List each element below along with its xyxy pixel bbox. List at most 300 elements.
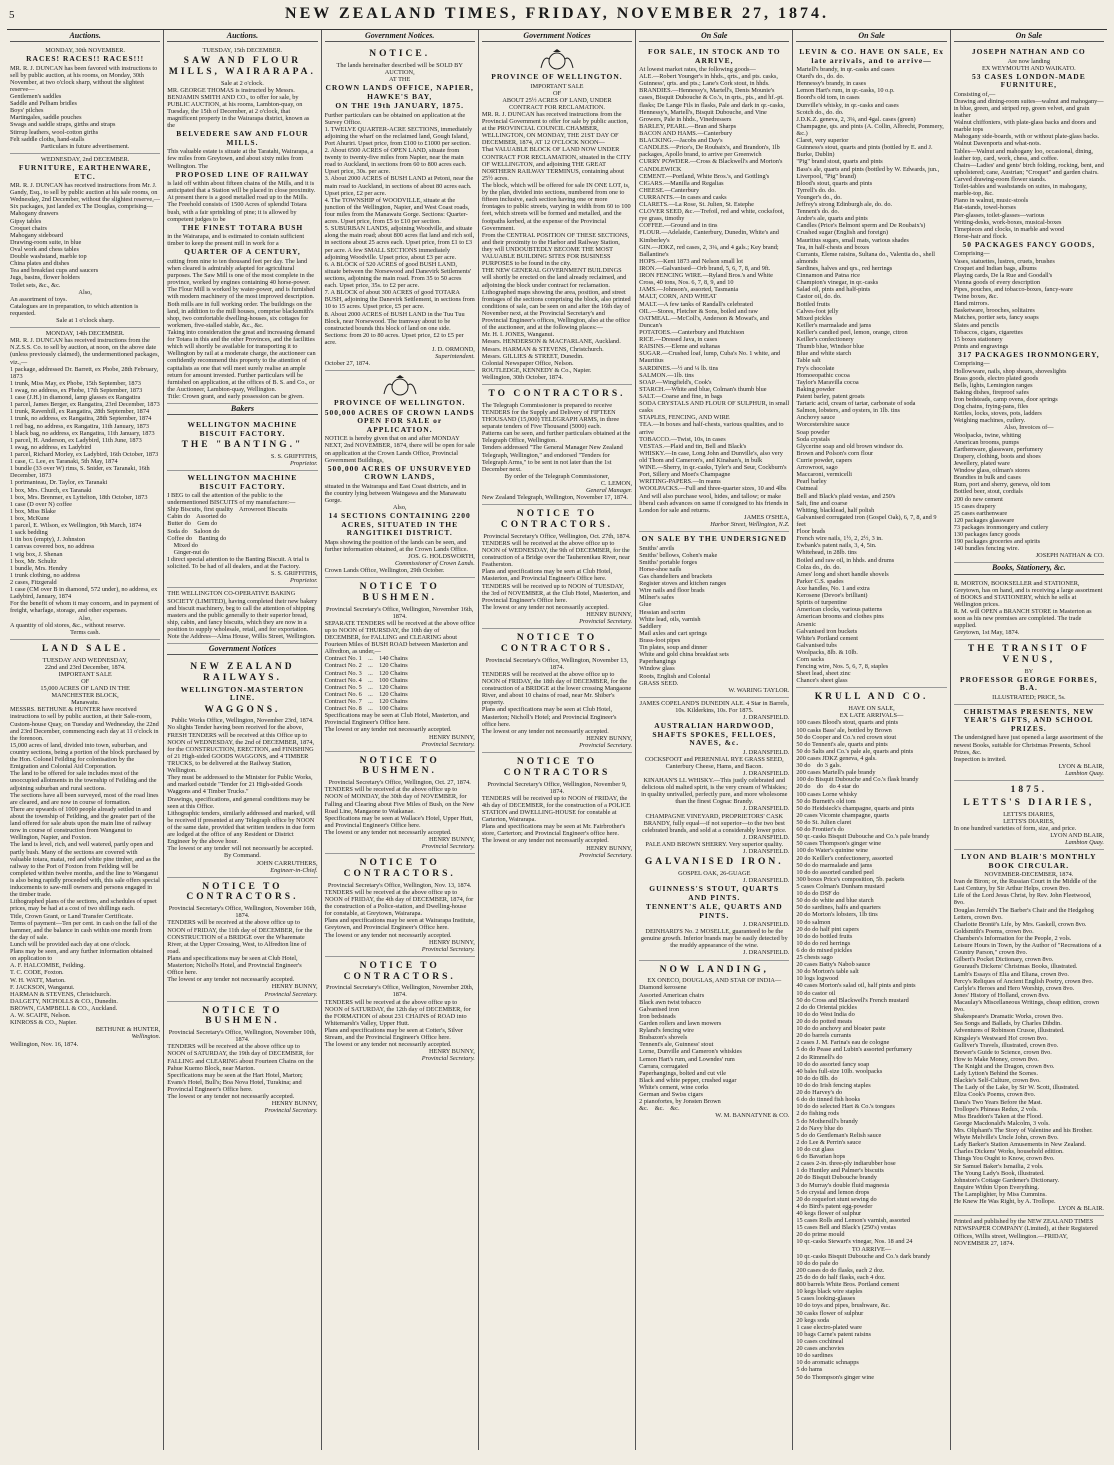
ad-heading: GUINNESS'S STOUT, QUARTS AND PINTS. (649, 884, 782, 902)
ad-text: ALE.—Robert Younger's in hhds., qrts., and pts. casks, Guinness', qrts. and pts.; Lane's Cork stout, in hhds. (639, 73, 780, 88)
ad-text: Provincial Secretary's Office, Wellington, November 16th, 1874. (168, 905, 318, 920)
ad-text: BRANDIES.—Hennessy's, Martell's, Denis Mounie's cases, Bisquit Dubouche & Co.'s, in qrts., pts., and hf.-pt. flasks; De Lange Fils in flasks, Pale and dark in qr.-casks, Hennessy's, Martell's, Bisquit Dubouche, and Vine Growers, Pale in hhds., Vinedressers (639, 87, 787, 123)
ad-text: A. F. HALCOMBE, Feilding. T. C. CODE, Foxton. W. H. WATT, Marton. F. JACKSON, Wanganui. HARMAN & STEVENS, Christchurch. DALGETY, NICHOLLS & CO., Dunedin. BROWN, CAMPBELL & CO., Auckland. A. W. SCAIFE, Nelson. KINROSS & CO., Napier. (10, 962, 118, 1027)
ad-signature: HENRY BUNNY, (429, 836, 475, 844)
ad-text: No slights Tender having been received for the above, FRESH TENDERS will be received at this Office up to NOON of WEDNESDAY, the 2nd of DECEMBER, 1874, for the CONSTRUCTION, ERECTION, and FINISHING of 21 High-sided GOODS WAGGONS, and 4 TIMBER TRUCKS, to be delivered at the Railway Station, Wellington. (167, 724, 316, 775)
ad-text: This valuable estate is situate at the Taratahi, Wairarapa, a few miles from Greytown, and about sixty miles from Wellington. The (167, 148, 315, 170)
ad-signature: JAMES O'SHEA, (744, 513, 790, 521)
ad-text: Public Works Office, Wellington, November 23rd, 1874. (171, 717, 314, 725)
ad-signature: HENRY BUNNY, (586, 734, 633, 742)
ad-heading: LAND SALE. (41, 643, 129, 654)
ad-text: Provincial Secretary. (421, 843, 475, 851)
advertisement (482, 753, 632, 862)
ad-text: Mahogany drawers Gipsy tables Croquet chairs Mahogany sideboard Drawing-room suite, in blue Oval work and chess tables Double washstand, marble top China plates and dishes Tea and breakfast cups and saucers Jugs, basins, flower holders Toilet sets, &c., &c. (10, 210, 99, 289)
ad-text: Wellington, 30th October, 1874. (481, 373, 563, 381)
ad-text: The sections have all been surveyed, most of the road lines are cleared, and are now in course of formation. (10, 791, 161, 806)
ad-signature: J. DRANSFIELD. (743, 805, 790, 813)
ad-text: Also, (78, 614, 92, 622)
ad-text: MR. GEORGE THOMAS is instructed by Messrs. BENJAMIN SMITH AND CO., to offer for sale, by PUBLIC AUCTION, at his rooms, Lambton-quay, on Tuesday, the 15th of December, at 2 o'clock, that magnificent property in the Wairarapa district, known as the (167, 86, 311, 130)
page-number: 5 (9, 9, 15, 21)
ad-text: From the CENTRAL POSITION OF THESE SECTIONS, and their proximity to the Harbor and Railway Station, they will UNDOUBTEDLY BECOME THE MOST VALUABLE BUILDING SITES FOR BUSINESS PURPOSES to be found in the city. (481, 231, 631, 268)
ad-text: 2. About 6500 ACRES of OPEN LAND, situate from twenty to twenty-five miles from Napier, near the main road to Auckland, in sections from 60 to 800 acres each. Upset price, 30s. per acre. (324, 147, 468, 176)
ad-text: PALE AND BROWN SHERRY. Very superior quality. (645, 841, 784, 848)
ad-text: New Zealand Telegraph, Wellington, November 17, 1874. (481, 494, 628, 502)
royal-crest-icon (538, 49, 576, 71)
ad-text: GOSPEL OAK, 26-GUAGE (678, 869, 751, 877)
advertisement (954, 705, 1104, 781)
ad-heading: THE TRANSIT OF VENUS, (967, 644, 1095, 666)
ad-text: 1. TWELVE QUARTER-ACRE SECTIONS, immediately adjoining the wharf on the reclaimed land, Gough Island, Port Ahuriri. Upset price, from £100 to £1000 per section. (324, 125, 474, 147)
ad-text: The lands hereinafter described will be SOLD BY AUCTION, (336, 61, 465, 76)
ad-text: MONDAY, 30th NOVEMBER. (45, 47, 126, 55)
newspaper-page (7, 5, 1107, 1455)
ad-text: Also, (392, 504, 407, 512)
ad-text: KINAHAN'S LL WHISKY.—This justly celebrated and delicious old malted spirit, is the very cream of Whiskies; in quality unrivalled, perfectly pure, and more wholesome than the finest Cognac Brandy. (641, 777, 790, 806)
column-7 (951, 30, 1107, 1450)
ad-text: The land to be offered for sale includes most of the unoccupied allotments in the township of Feilding and the adjoining suburban and rural sections. (10, 770, 159, 792)
ad-text: Lithographic tenders, similarly addressed and marked, will be received if presented at any Telegraph office by NOON of the same date, provided that written tenders in due form are lodged at the office of any Resident or District Engineer by the above hour. (167, 809, 318, 846)
ad-text: Plans and specifications may be seen at Cotter's, Silver Stream, and the Provincial Engineer's Office here. (324, 1026, 465, 1042)
ad-text: R. MORTON, BOOKSELLER and STATIONER, Greytown, has on hand, and is receiving a large assortment of BOOKS and STATIONERY, which he sells at Wellington prices. (953, 579, 1104, 608)
advertisement (796, 45, 946, 688)
ad-heading: CROWN LANDS OFFICE, NAPIER, HAWKE'S BAY, (325, 83, 477, 101)
ad-text: I BEG to call the attention of the public to the undermentioned BISCUITS of my manufacture:— (167, 491, 296, 507)
ad-heading: PROVINCE OF WELLINGTON. (333, 398, 466, 408)
column-5 (636, 30, 793, 1450)
ad-heading: FOR SALE, IN STOCK AND TO ARRIVE, (648, 47, 783, 65)
column-heading: Auctions. (167, 31, 317, 42)
ad-text: TUESDAY, 15th DECEMBER. (202, 47, 283, 55)
ad-text: cutting from nine to ten thousand feet per day. The land when cleared is admirably adapted for agricultural purposes. The Saw Mill is one of the most complete in the province, worked by engines containing 40 horse-power. The Flour Mill is worked by water-power, and is furnished with modern machinery of the most improved description. Both mills are in full working order. The buildings on the land, in addition to the mill houses, comprise blacksmith's shop, two comfortable dwelling-houses, six cottages for workmen, five-stalled stable, &c., &c. (167, 257, 317, 329)
ad-text: By Command. (224, 852, 261, 860)
ad-heading: NEW ZEALAND RAILWAYS. (190, 662, 300, 683)
ad-text: Lunch will be provided each day at one o'clock. (10, 940, 131, 948)
ad-text: BARLEY, PEARL.—Bran and Sharps BACON AND HAMS.—Canterbury BLACKING.—Jacobs and Day's CANDLES.—Price's, De Roubaix's, and Brandon's, 1lb packages, Apollo brand, to arrive per Greenwich CURRY POWDER.—Cross & Blackwell's and Morton's CANDLEWICK CEMENT.—Portland, White Bros.'s, and Gottling's CIGARS.—Manilla and Regalias CHEESE.—Canterbury CURRANTS.—In cases and casks CLARETS.—La Rose, St. Julien, St. Estephe CLOVER SEED, &c.—Trefoil, red and white, cocksfoot, rye grass, timothy COFFEE.—Ground and in tins FLOUR.—Adelaide, Canterbury, Dunedin, White's and Kimberley's GIN.—JDKZ, red cases, 2, 3¼, and 4 gals.; Key brand; Ballantine's HOPS.—Kent 1873 and Nelson small lot IRON.—Galvanised—Orb brand, 5, 6, 7, 8, and 9ft. IRON FENCING WIRE.—Ryland Bros.'s and White Cross, 40 tons, Nos. 6, 7, 8, 9, and 10 JAMS.—Johnson's, assorted, Tasmania MALT, CORN, AND WHEAT MALT.—A few tanks of Randall's celebrated OIL.—Stores, Fletcher & Sons, boiled and raw OATMEAL.—McColl's, Anderson & Mowat's, and Duncan's POTATOES.—Canterbury and Hutchison RICE.—Dressed Java, in cases RAISINS.—Eleme and sultanas SUGAR.—Crushed loaf, lump, Cuba's No. 1 white, and Mauritius SARDINES.—½ and ¼ lb. tins SALMON.—1lb. tins SOAP.—Wingfield's, Cook's STARCH.—White and blue, Colman's thumb blue SALT.—Coarse and fine, in bags SODA CRYSTALS AND FLOUR OF SULPHUR, in small casks STAPLES, FENCING, AND WIRE TEA.—In boxes and half-chests, various qualities, and to arrive TOBACCO.—Twist, 10s, in cases VESTAS.—Plaid and tin, Bell and Black's WHISKY.—In case, Long John and Dunville's, also very old Thom and Cameron's, and Kinahan's, in bulk WINE.—Sherry, in qr.-casks, Tyler's and Seur, Cockburn's Port, Sillery and Moet's Champagne WRITING-PAPERS.—In reams WOOLPACKS.—Full and three-quarter sizes, 10 and 4lbs (639, 122, 790, 493)
ad-text: Provincial Secretary. (264, 1107, 318, 1115)
ad-text: The lowest or any tender not necessarily accepted. (481, 837, 609, 845)
ad-text: Plans and specifications may be seen at Club Hotel, Masterton; Nicholl's Hotel; and Provincial Engineer's office here. (481, 706, 619, 728)
ad-text: I direct special attention to the Banting Biscuit. A trial is solicited. To be had of all dealers, and at the Factory. (167, 555, 311, 571)
ad-text: Also, (78, 288, 92, 296)
ad-heading: NOTICE. (369, 49, 431, 60)
ad-text: Specifications may be seen at Wallace's Hotel, Upper Hutt, and Provincial Engineer's Office here. (324, 814, 475, 829)
ad-text: Are now landing (1007, 57, 1050, 65)
ad-text: Particulars in future advertisement. (40, 142, 130, 150)
ad-text: HAVE ON SALE, (848, 705, 895, 713)
ad-text: TENDERS will be received at the above office up to NOON of MONDAY, the 30th day of NOVEMBER, for Falling and Clearing about Five Miles of Bush, on the New Road Line, Mangaone to Waikanae. (324, 786, 476, 815)
advertisement (482, 385, 632, 505)
advertisement (482, 505, 632, 629)
ad-text: EX WEYMOUTH AND WAIKATO. (981, 64, 1076, 72)
advertisement (325, 854, 475, 957)
ad-text: Title, Crown Grant, or Land Transfer Certificate. (10, 912, 134, 920)
ad-signature: W. M. BANNATYNE & CO. (715, 1112, 790, 1120)
advertisement (639, 532, 789, 698)
ad-text: TENDERS will be received up to NOON of TUESDAY, the 3rd of NOVEMBER, at the Club Hotel, Masterton, and Provincial Engineer's Office here. (481, 582, 633, 604)
ad-text: EX LATE ARRIVALS— (839, 712, 904, 720)
ad-text: An assortment of toys. (10, 295, 68, 303)
columns (7, 30, 1107, 1450)
ad-text: MR. R. J. DUNCAN has received instructions from the N.Z.S.S. Co. to sell by auction, at noon, on the above date (unless previously claimed), the undermentioned packages, viz.,— (10, 337, 161, 366)
advertisement (639, 45, 789, 532)
column-heading: Auctions. (10, 31, 160, 42)
ad-text: 15,000 ACRES OF LAND IN THE (40, 685, 130, 693)
ad-text: 5. SUBURBAN LANDS, adjoining Woodville, and situate along the main road; about 800 acres flat land and rich soil, in sections about 25 acres each. Upset price, from £1 to £3 per acre. A few SMALL SECTIONS immediately adjoining Woodville. Upset price, about £3 per acre. (324, 225, 476, 261)
ad-text: Plans may be seen, and any further information obtained on application to (10, 948, 155, 963)
ad-text: Martell's brandy, in qr.-casks and cases Otard's do., do. do. Hennessy's brandy, in cases Lemon Hart's rum, in qr.-casks, 10 o.p. Boord's old tom, in cases Dunville's whisky, in qr.-casks and cases Scotch do., do. do. J.D.K.Z. geneva, 2, 3¼, and 4gal. cases (green) Champagne, qts. and pints (A. Collin, Albrecht, Pommery, &c.) Claret, very superior Guinness's stout, quarts and pints (bottled by E. and J. Burke, Dublin) "Pig" brand stout, quarts and pints Bass's ale, quarts and pints (bottled by W. Edwards, jun., Liverpool, "Pig" brand) Blood's stout, quarts and pints Tyrrell's do. do. Younger's do., do. Jeffrey's strong Edinburgh ale, do. do. Tennent's do. do. Andre's ale, quarts and pints Candles (Price's Belmont sperm and De Roubaix's) Crushed sugar (English and foreign) Mauritius sugars, small mats, various shades Tea, in half-chests and boxes Currants, Eleme raisins, Sultana do., Valentia do., shell almonds Sardines, halves and qrs., red herrings Cinnamon and Patna rice Champion's vinegar, in qr.-casks Salad oil, pints and half-pints Castor oil, do. do. Bottled fruits Calves-foot jelly Mixed pickles Keiller's marmalade and jams Keiller's candied peel, lemon, orange, citron Keiller's confectionery Thumb blue, Windsor blue Blue and white starch Table salt Fry's chocolate Homoeopathic cocoa Taylor's Maravilla cocoa Baking powder Patent barley, patent groats Tartaric acid, cream of tartar, carbonate of soda Salmon, lobsters, and oysters, in 1lb. tins Anchovy sauce Worcestershire sauce Soap powder Soda crystals Glycerine soap and old brown windsor do. Brown and Polson's corn flour Currie powder, capers Arrowroot, sago Maccaroni, vermicelli Pearl barley Oatmeal Bell and Black's plaid vestas, and 250's Salt, fine and coarse Whiting, blacklead, half polish Galvanised corrugated iron (Gospel Oak), 6, 7, 8, and 9 feet Floor brads French wire nails, 1½, 2, 2½, 3 in. Ewbank's patent nails, 3, 4, 5in. Whitehead, in 28lb. tins Boiled and raw oil, in hhds. and drums Colza do., do. do. Ames' long and short handle shovels Parker C.S. spades Axe handles, No. 1 and extra Kerosene (Devoe's brilliant) Spirits of turpentine American clocks, various patterns American brooms and clothes pins Arsenic Galvanised iron buckets White's Portland cement Galvanised tubs Woolpacks, 8lb. & 10lb. Corn sacks Fencing wire, Nos. 5, 6, 7, 8, staples Sheet lead, sheet zinc Chance's sheet glass (796, 65, 944, 685)
ad-signature: C. LEMON, (600, 480, 633, 488)
ad-heading: AUSTRALIAN HARDWOOD, SHAFTS SPOKES, FELLOES, NAVES, &c. (652, 721, 780, 748)
ad-text: Manawatu. (71, 699, 100, 707)
ad-signature: HENRY BUNNY, (429, 733, 475, 741)
ad-text: Wellington, Nov. 16, 1874. (10, 1040, 79, 1048)
ad-heading: NOTICE TO CONTRACTORS. (186, 881, 299, 903)
ad-text: MANCHESTER BLOCK, (51, 692, 119, 700)
ad-text: DEINHARD'S No. 2 MOSELLE, guaranteed to be the genuine growth. Inferior brands may be easily detected by the muddy appearance of the wine. (640, 928, 790, 950)
ad-text: The lowest or any tender not necessarily accepted. (324, 1041, 452, 1049)
advertisement (954, 850, 1104, 1216)
ad-text: Provincial Secretary. (579, 618, 633, 626)
ad-text: 8. About 2000 ACRES of BUSH LAND in the Tuu Tuu Block, near Norsewood. The tramway about to be constructed bounds this block of land on one side. Sections: from 20 to 80 acres. Upset price, £2 to £5 per acre. (324, 310, 467, 346)
column-heading: Government Notices (482, 31, 632, 42)
ad-signature: S. S. GRIFFITHS, (270, 452, 318, 460)
ad-signature: HENRY BUNNY, (586, 844, 633, 852)
ad-text: TENDERS will be received up to NOON of FRIDAY, the 4th day of DECEMBER, for the construction of a POLICE STATION and DWELLING-HOUSE for constable at Carterton, Wairarapa. (481, 794, 633, 824)
ad-text: They must be addressed to the Minister for Public Works, and marked outside "Tender for 21 High-sided Goods Waggons and 4 Timber Trucks." (167, 774, 315, 796)
ad-signature: J. DRANSFIELD. (743, 748, 790, 756)
ad-text: Hollowware, nails, shop shears, shoveslights Brass goods, electro plated goods Bells, lights, Lemington ranges Baking dishes, fireproof safes Iron bedsteads, camp ovens, door springs Dog chains, frying-pans, files Kettles, locks, stoves, pots, ladders Weighing machines, cutlery. (953, 367, 1067, 425)
ad-text: Lambton Quay. (1065, 769, 1104, 777)
ad-text: IMPORTANT SALE (58, 670, 112, 678)
ad-signature: J. DRANSFIELD. (743, 833, 790, 841)
ad-text: Superintendent. (435, 353, 475, 361)
ad-heading: WAGGONS. (204, 704, 281, 715)
ad-heading: WELLINGTON MACHINE BISCUIT FACTORY. (187, 473, 301, 491)
ad-text: Comprising— (953, 250, 990, 258)
ad-heading: PROVINCE OF WELLINGTON. (491, 72, 623, 82)
ad-heading: SAW AND FLOUR MILLS, WAIRARAPA. (168, 56, 316, 77)
ad-heading: 50 PACKAGES FANCY GOODS, (962, 239, 1096, 249)
ad-text: NOVEMBER-DECEMBER, 1874. (984, 871, 1074, 879)
ad-text: Specifications may be seen at Club Hotel, Masterton, and Provincial Engineer's Office here. (324, 712, 471, 727)
ad-text: CONTRACT FOR RECLAMATION. (509, 103, 605, 111)
ad-signature: J. DRANSFIELD. (743, 848, 790, 856)
ad-text: JAMES COPELAND'S DUNEDIN ALE. 4 Star in Barrels, 10s. Kilderkins, 10s. For 1875. (639, 699, 791, 714)
ad-text: Woolpacks, twine, whiting American brooms, pumps Earthenware, glassware, perfumery Drapery, clothing, boots and shoes Jewellery, plated ware Window glass, oilman's stores Brandies in bulk and cases Rum, port and sherry, geneva, old tom Bottled beer, stout, cordials 200 do new cement 15 cases drapery 25 cases earthenware 120 packages glassware 73 packages ironmongery and cutlery 130 packages fancy goods 190 packages groceries and spirits 140 bundles fencing wire. (953, 431, 1051, 553)
ad-text: Provincial Secretary's Office, Wellington, Oct. 27th, 1874. (483, 532, 631, 540)
ad-heading: LETTS'S DIARIES, (963, 797, 1095, 808)
advertisement (167, 878, 317, 1002)
advertisement (954, 45, 1104, 563)
ad-text: Terms cash. (70, 628, 101, 636)
ad-text: That VALUABLE BLOCK OF LAND NOW UNDER CONTRACT FOR RECLAMATION, situated in the CITY OF WELLINGTON, and adjoining THE GREAT NORTHERN RAILWAY TERMINUS, containing about 25½ acres. (481, 146, 633, 182)
ad-text: Title: Crown grant, and early possession can be given. (167, 393, 304, 400)
ad-text: OF (81, 677, 90, 685)
advertisement (167, 45, 317, 404)
ad-text: The lowest or any tender not necessarily accepted. (324, 828, 452, 836)
ad-text: 10 qr.-casks Bisquit Dubouche and Co.'s dark brandy 10 do do pale do 200 cases do do flasks, each 2 doz. 25 do do do half flasks, each 4 doz. 800 barrels White Bros. Portland cement 10 kegs black wire staples 5 cases looking-glasses 10 do toys and pipes, brushware, &c. 30 casks flower of sulphur 20 kegs soda 1 case electro-plated ware 10 bags Carne's patent raisins 10 cases cochineal 20 cases anchovies 10 do sardines 10 do aromatic schnapps 5 do hams 50 do Thompson's ginger wine (796, 1252, 931, 1381)
ad-text: Lithographed maps showing the area, position, and street frontages of the sections comprising the block, also printed conditions of sale, can be seen on and after the 16th day of November next, at the Provincial Secretary's and Provincial Engineer's offices, Wellington, also at the office of the auctioneer, and at the following places:— (481, 288, 633, 332)
ad-text: WEDNESDAY, 2nd DECEMBER. (40, 155, 130, 163)
ad-text: Harbor Street, Wellington, N.Z. (710, 520, 790, 528)
ad-text: situated in the Wairarapa and East Coast districts, and in the country lying between Waingawa and the Manawatu Gorge. (324, 482, 468, 504)
advertisement (954, 1216, 1104, 1249)
ad-text: Ship Biscuits, first quality Arrowroot Biscuits Cabin do Assorted do Butter do Gem do Soda do Saloon do Coffee do Banting do Mixed do Ginger-nut do (167, 506, 288, 556)
ad-text: Printed and published by the NEW ZEALAND TIMES NEWSPAPER COMPANY (Limited), at their Registered Offices, Willis street, Wellington.—FRIDAY, NOVEMBER 27, 1874. (953, 1218, 1100, 1247)
ad-text: Provincial Secretary's Office, Wellington, Oct. 27, 1874. (328, 779, 471, 787)
ad-text: Wellington. (131, 1033, 161, 1041)
ad-text: TENDERS will be received at the above office up to NOON of SATURDAY, the 12th day of DECEMBER, for the FORMATION of about 231 CHAINS of ROAD into Whitemarsh's Valley, Upper Hutt. (324, 998, 473, 1027)
advertisement (10, 154, 160, 328)
ad-text: Sale at 1 o'clock sharp. (56, 317, 115, 325)
advertisement (639, 698, 789, 961)
column-heading: Government Notices. (325, 31, 475, 42)
ad-text: THE WELLINGTON CO-OPERATIVE BAKING SOCIETY (LIMITED), having completed their new bakery and biscuit machinery, beg to call the attention of shipping masters and the public generally to their superior bread, ship, cabin, and fancy biscuits, which they are now in a position to supply wholesale, retail, and for exportation. (167, 590, 319, 633)
ad-heading: NOW LANDING, (659, 964, 769, 975)
advertisement (167, 658, 317, 878)
column-6 (793, 30, 950, 1450)
ad-signature: BETHUNE & HUNTER, (95, 1026, 161, 1034)
ad-text: NOTICE is hereby given that on and after MONDAY NEXT, 2nd NOVEMBER, 1874, there will be open for sale on application at the Crown Lands Office, Provincial Government Buildings, (324, 435, 477, 464)
ad-text: The lowest or any tender not necessarily accepted. (324, 931, 452, 939)
ad-text: Inspection is invited. (953, 755, 1007, 763)
ad-text: Mr. H. I. JONES, Wanganui. Messrs. HENDERSON & MACFARLANE, Auckland. Messrs. HARMAN & STEVENS, Christchurch. Messrs. GILLIES & STREET, Dunedin. Colonial Newspaper Office, Nelson. ROUTLEDGE, KENNEDY & Co., Napier. (481, 331, 621, 374)
ad-text: 7. A BLOCK of about 300 ACRES of good TOTARA BUSH, adjoining the Danevirk Settlement, in sections from 10 to 15 acres. Upset price, £5 per acre. (324, 289, 477, 311)
ad-signature: LYON AND BLAIR, (1050, 831, 1104, 839)
ad-text: By order of the Telegraph Commissioner, (504, 472, 610, 480)
advertisement (324, 371, 478, 578)
ad-text: 22nd and 23rd December, 1874. (44, 663, 126, 671)
ad-text: CHAMPAGNE VINEYARD, PROPRIETORS' CASK BRANDY, fully equal—if not superior—to the two best celebrated brands, and sold at a considerably lower price. (642, 812, 787, 834)
advertisement (482, 629, 632, 753)
ad-text: Lithographed plans of the sections, and schedules of upset prices, may be had at a cost of two shillings each. (10, 898, 159, 913)
advertisement (325, 45, 475, 371)
ad-text: Six packages, just landed ex The Douglas, comprising— (10, 203, 153, 211)
ad-heading: WELLINGTON MACHINE BISCUIT FACTORY. (187, 420, 301, 438)
ad-signature: HENRY BUNNY, (271, 1100, 318, 1108)
ad-signature: JOSEPH NATHAN & CO. (1035, 552, 1104, 560)
ad-text: 100 cases Blood's stout, quarts and pints 100 casks Bass' ale, bottled by Brown 50 do Cooper and Co.'s red crown stout 50 do Tennent's ale, quarts and pints 50 do Salts and Co.'s pale ale, quarts and pints 200 cases JDKZ geneva, 4 gals. 30 do do 3 gals. 200 cases Martell's pale brandy 100 do Bisquit Dubouche and Co.'s flask brandy 20 do do do 4 star do 100 cases Lorne whisky 50 do Burnett's old tom 50 do Heidsieck's champagne, quarts and pints 20 cases Vicomte champagne, quarts 50 do St. Julien claret 60 do Frontier's do 50 qr.-casks Bisquit Dubouche and Co.'s pale brandy 50 cases Thompson's ginger wine 100 do Water's quinine wine 20 do Keiller's confectionery, assorted 50 do do marmalade and jams 10 do do assorted candied peel 300 boxes Price's composition, 5b. packets 5 cases Colman's Dunham mustard 10 do do DSF do 50 do do white and blue starch 50 do sardines, halfs and quarters 20 do Morton's lobsters, 1lb tins 10 do salmon 20 do do half pint capers 10 do do bottled fruits 10 do do red herrings 6 do do mixed pickles 25 chests sago 20 cases Batty's Nabob sauce 30 do Morton's table salt 10 logs logwood 40 cases Morton's salad oil, half pints and pints 10 do castor oil 50 do Cross and Blackwell's French mustard 2 do do Oriental pickles 10 do do West India do 20 do do potted meats 10 do do anchovy and bloater paste 20 do barrels currants 2 cases J. M. Farina's eau de cologne 5 do do Pease and Lubin's assorted perfumery 2 do Rimmell's do 10 do do assorted fancy soap 40 bales full-size 10lb. woolpacks 10 do do 8lb. do 10 do do Irish fencing staples 20 do Harvey's do 6 do do tinned fish hooks 10 do do selected Hart & Co.'s tongues 2 do fishing rods 5 do Mothersill's brandy 2 do Navy blue do 5 do do Gentleman's Relish sauce 2 do Lee & Perrin's sauce 10 do cut glass 6 do Bavarian hops 2 cases 2-in. three-ply indiarubber hose 1 do Huntley and Palmer's biscuits 20 do Bisquit Dubouche brandy 3 do Murray's double fluid magnesia 5 do crystal and lemon drops 20 do roquefort stunt sewing do 4 do Bird's patent egg-powder 40 kegs flower of sulphur 15 cases Rolls and Lemon's varnish, assorted 15 cases Bell and Black's (250's) vestas 20 do prime mould 10 qr.-casks Stewart's vinegar, Nos. 18 and 24 (796, 719, 930, 1246)
ad-text: The Telegraph Commissioner is prepared to receive TENDERS for the Supply and Delivery of FIFTEEN THOUSAND (15,000) TELEGRAPH ARMS, in three separate tenders of Five Thousand (5000) each. (481, 401, 621, 431)
ad-heading: WELLINGTON-MASTERTON LINE. (180, 684, 307, 703)
ad-signature: HENRY BUNNY, (586, 611, 633, 619)
ad-text: ILLUSTRATED; PRICE, 5s. (992, 693, 1066, 701)
ad-text: MESSRS. BETHUNE & HUNTER have received instructions to sell by public auction, at their Sale-room, Custom-house Quay, on Tuesday and Wednesday, the 22nd and 23rd December, commencing each day at 11 o'clock in the forenoon. (10, 706, 161, 742)
ad-text: Provincial Secretary's Office, Wellington, Nov. 13, 1874. (327, 881, 472, 889)
ad-text: Gentlemen's saddles Saddle and Pelham bridles Boys' pilches Martingales, saddle pouches Swags and saddle straps, girths and straps Stirrup leathers, wool-cotton girths Felt saddle cloths, hand-stalls (10, 93, 116, 143)
ad-heading: THE FINEST TOTARA BUSH (181, 222, 304, 232)
ad-heading: JOSEPH NATHAN AND CO (971, 47, 1086, 57)
ad-text: The lowest or any tender will not necessarily be accepted. (167, 845, 314, 853)
ad-signature: J. DRANSFIELD. (743, 877, 790, 885)
advertisement (954, 640, 1104, 705)
ad-text: 3. About 2000 ACRES of BUSH LAND at Petoni, near the main road to Auckland, in sections of about 80 acres each. Upset price, £2 per acre. (324, 175, 475, 197)
masthead (7, 5, 1107, 30)
ad-heading: ON THE 19th JANUARY, 1875. (335, 101, 465, 111)
section-heading: Books, Stationery, &c. (954, 563, 1104, 574)
ad-signature: S. S. GRIFFITHS, (270, 570, 318, 578)
column-heading: On Sale (639, 31, 789, 42)
ad-heading: NOTICE TO BUSHMEN. (359, 582, 446, 603)
column-1 (7, 30, 164, 1450)
ad-text: EX ONECO, DOUGLAS, AND STAR OF INDIA— (647, 977, 782, 985)
ad-signature: J. DRANSFIELD. (743, 949, 790, 957)
advertisement (639, 961, 789, 1123)
ad-signature: J. D. ORMOND, (431, 346, 475, 354)
ad-heading: TO CONTRACTORS. (488, 389, 626, 400)
advertisement (167, 418, 317, 471)
ad-text: Smiths' anvils Smiths' bellows, Cohen's make Smiths' portable forges Horse-shoe nails Gas chandeliers and brackets Register stoves and kitchen ranges Wire nails and floor brads Milner's safes Glue Hessian and scrim White lead, oils, varnish Saddlery Mail axles and cart springs Brass-foot pipes Tin plates, soup and dinner White and gold china breakfast sets Paperhangings Window glass Roots, English and Colonial GRASS SEED. (639, 544, 729, 687)
ad-text: Provincial Secretary. (579, 742, 633, 750)
ad-text: Note the Address—Alma House, Willis Street, Wellington. (167, 633, 316, 641)
ad-heading: NOTICE TO BUSHMEN. (359, 755, 446, 777)
ad-text: ABOUT 25½ ACRES OF LAND, UNDER (502, 96, 612, 104)
ad-text: 15,000 acres of land, divided into town, suburban, and country sections, being a portion of the block purchased by the Hon. Colonel Feilding for colonisation by the Emigration and Colonial Aid Corporation. (10, 741, 161, 771)
ad-signature: JOHN CARRUTHERS, (256, 859, 318, 867)
ad-text: The undersigned have just opened a large assortment of the newest Books, suitable for Christmas Presents, School Prizes, &c. (953, 734, 1105, 756)
ad-signature: J. DRANSFIELD. (743, 921, 790, 929)
ad-text: The land is level, rich, and well watered, partly open and partly bush. Many of the sections are covered with valuable totara, matai, red and white pine timber, and as the railway to the Port of Foxton from Feilding will be completed within twelve months, and the line to Wanganui is also being rapidly proceeded with, this sale offers special inducements to saw-mill owners and persons engaged in the timber trade. (10, 841, 162, 899)
ad-text: Ivan de Biron; or, the Russian Court in the Middle of the Last Century, by Sir Arthur Helps, crown 8vo. Life of the Lord Jesus Christ, by Rev. John Fleetwood, 8vo. Douglas Jerrold's The Barber's Chair and the Hedgehog Letters, crown 8vo. Charlotte Brontë's Life, by Mrs. Gaskell, crown 8vo. Goldsmith's Poems, crown 8vo. Chambers's Information for the People, 2 vols. Leisure Hours in Town, by the Author of "Recreations of a Country Parson," crown 8vo. Gilbert's Pocket Dictionary, crown 8vo. Gouraud's Dickens' Christmas Books, illustrated. Lamb's Essays of Elia and Eliana, crown 8vo. Percy's Reliques of Ancient English Poetry, crown 8vo. Carlyle's Heroes and Hero Worship, crown 8vo. Jones' History of Holland, crown 8vo. Macaulay's Miscellaneous Writings, cheap edition, crown 8vo. Shakespeare's Dramatic Works, crown 8vo. Sea Songs and Ballads, by Charles Dibdin. Adventures of Robinson Crusoe, illustrated. Kingsley's Westward Ho! crown 8vo. Gulliver's Travels, illustrated, crown 8vo. Brewer's Guide to Science, crown 8vo. How to Make Money, crown 8vo. The Knight and the Dragon, crown 8vo. Lady Lytton's Behind the Scenes. Blackie's Self-Culture, crown 8vo. The Lady of the Lake, by Sir W. Scott, illustrated. Eliza Cook's Poems, crown 8vo. Dana's Two Years Before the Mast. Trollope's Phineas Redux, 2 vols. Miss Braddon's Taken at the Flood. George Macdonald's Malcolm, 3 vols. Mrs. Oliphant's The Story of Valentine and his Brother. Whyte Melville's Uncle John, crown 8vo. Lady Barker's Station Amusements in New Zealand. Charles Dickens' Works, household edition. Things You Ought to Know, crown 8vo. Sir Samuel Baker's Ismailia, 2 vols. The Young Lady's Book, illustrated. Johnston's Cottage Gardener's Dictionary. Enquire Within Upon Everything. The Lamplighter, by Miss Cummins. He Knew He Was Right, by A. Trollope. (953, 878, 1102, 1206)
ad-text: 4. The TOWNSHIP of WOODVILLE, situate at the junction of the Wellington, Napier, and West Coast roads, four miles from the Manawatu Gorge. Sections: Quarter-acres. Upset price, from £5 to £10 per section. (324, 196, 472, 226)
ad-text: Plans and specifications may be seen at Club Hotel, Masterton; Nicholl's Hotel, and Provincial Engineer's Office here. (167, 954, 304, 977)
ad-text: Lambton Quay. (1065, 838, 1104, 846)
advertisement (482, 45, 632, 385)
ad-text: MR. R. J. DUNCAN has received instructions from the Provincial Government to offer for sale by public auction, at the PROVINCIAL COUNCIL CHAMBER, WELLINGTON, ON MONDAY, THE 21ST DAY OF DECEMBER, 1874, AT 12 O'CLOCK NOON— (481, 110, 630, 147)
ad-text: The lowest or any tender not necessarily accepted. (167, 976, 295, 984)
ad-heading: NOTICE TO CONTRACTORS. (500, 509, 614, 531)
ad-text: In one hundred varieties of form, size, and price. (953, 824, 1077, 832)
ad-text: Provincial Secretary. (579, 851, 633, 859)
ad-heading: NOTICE TO BUSHMEN. (202, 1005, 288, 1027)
advertisement (325, 578, 475, 752)
ad-heading: 317 PACKAGES IRONMONGERY, (958, 349, 1100, 359)
ad-text: SEPARATE TENDERS will be received at the above office up to NOON of THURSDAY, the 10th day of DECEMBER, for FALLING and CLEARING about Fourteen Miles of BUSH ROAD between Masterton and Alfredton, as under,— (324, 619, 477, 656)
ad-heading: NOTICE TO CONTRACTORS. (343, 858, 456, 880)
ad-heading: 500,000 ACRES OF UNSURVEYED CROWN LANDS, (327, 463, 475, 482)
ad-text: Provincial Secretary's Office, Wellington, November 9, 1874. (487, 780, 629, 795)
ad-text: Provincial Secretary's Office, Wellington, November 16th, 1874. (326, 605, 475, 620)
ad-text: AT THE (389, 75, 411, 83)
ad-heading: NOTICE TO CONTRACTORS. (343, 960, 456, 982)
advertisement (10, 640, 160, 1051)
ad-text: October 27, 1874. (324, 360, 371, 368)
ad-text: Engineer-in-Chief. (270, 866, 318, 874)
ad-text: The lowest or any tender not necessarily accepted. (167, 1093, 295, 1101)
ad-text: Provincial Secretary. (421, 945, 475, 953)
ad-text: There are upwards of 1000 people already settled in and about the township of Feilding, and the greater part of the land offered for sale abuts upon the main line of railway now in course of construction from Wanganui to Wellington, Napier, and Foxton. (10, 805, 157, 842)
column-heading: On Sale (954, 31, 1104, 42)
ad-heading: NOTICE TO CONTRACTORS. (500, 633, 614, 654)
ad-text: 1 package, addressed Dr. Barrett, ex Phobe, 28th February, 1873 1 trunk, Miss May, ex Phobe, 15th September, 1873 1 swag, no address, ex Phobe, 17th September, 1873 1 case (J.H.) in diamond, lamp glasses ex Rangatira 1 parcel, James Berger, ex Rangatira, 23rd December, 1873 1 trunk, Ravenhill, ex Rangatira, 28th September, 1874 1 trunk, no address, ex Rangatira, 28th September, 1874 1 red bag, no address, ex Rangatira, 11th January, 1873 1 black bag, no address, ex Rangatira, 11th January, 1873 1 parcel, H. Anderson, ex Ladybird, 11th June, 1873 1 swag, no address, ex Ladybird 1 parcel, Richard Morley, ex Ladybird, 16th October, 1873 1 case, C. Lee, ex Taranaki, 5th May, 1874 1 bundle (33 over W) rims, S. Snider, ex Taranaki, 16th December, 1873 1 portmanteau, Dr. Taylor, ex Taranaki 1 box, Mrs. Church, ex Taranaki 1 box, Mrs. Brenmer, ex Lyttelton, 18th October, 1873 1 case (D over N) coffee 1 box, Miss Blake 1 box, McKune 1 parcel, E. Wilson, ex Wellington, 9th March, 1874 1 sack bedding 1 tin box (empty), J. Johnston 1 canvas covered box, no address 1 wig box, J. Shenan 1 box, Mr. Schultz 1 bundle, Mrs. Hendry 1 trunk clothing, no address 2 cases, Fitzgerald 1 case (CM over B in diamond, 572 under), no address, ex Ladybird, January, 1874 (10, 365, 160, 601)
ad-heading: 14 SECTIONS CONTAINING 2200 ACRES, SITUATED IN THE RANGITIKEI DISTRICT. (328, 511, 474, 538)
ad-text: TENDERS will be received at the above office up to NOON of WEDNESDAY, the 9th of DECEMBER, for the construction of a Bridge over the Tauherenikau River, near Featherston. (481, 539, 632, 569)
ad-text: MONDAY, 14th DECEMBER. (45, 330, 125, 338)
advertisement (954, 578, 1104, 641)
ad-text: TENDERS will be received at the above office up to NOON of FRIDAY, the 11th day of DECEMBER, for the CONSTRUCTION of a BRIDGE over the Wharemate River, at the Upper Crossing, West, to Alfredton line of road. (167, 919, 314, 955)
ad-text: The lowest or any tender not necessarily accepted. (481, 727, 609, 735)
ad-heading: PROFESSOR GEORGE FORBES, B.A. (960, 674, 1101, 693)
ad-text: MR. R. J. DUNCAN has received instructions from Mr. J. Gandy, Esq., to sell by public auction at his sale rooms, on Wednesday, 2nd December, without the slightest reserve,— (10, 181, 161, 204)
ad-text: And will also purchase wool, hides, and tallow; or make liberal cash advances on same if consigned to his friends in London for sale and returns. (639, 492, 791, 514)
ad-text: MR. R. J. DUNCAN has been favored with instructions to sell by public auction, at his rooms, on Monday, 30th November, at two o'clock sharp, without the slightest reserve— (10, 64, 159, 93)
ad-text: Provincial Secretary's Office, Wellington, November 20th, 1874. (326, 984, 475, 999)
ad-text: Taking into consideration the great and increasing demand for Totara in this and the other Provinces, and the facilities which will shortly be available for transporting it to Wellington by rail at a moderate charge, the auctioneer can confidently recommend this property to the attention of capitalists as one that will meet surely realise an ample return for amount invested. Further particulars will be furnished on application, at the offices of B. S. and Co., or the Auctioneer, Lambton-quay, Wellington. (167, 329, 318, 393)
ad-heading: CHRISTMAS PRESENTS, NEW YEAR'S GIFTS, AND SCHOOL PRIZES. (963, 707, 1097, 733)
ad-heading: LEVIN & CO. HAVE ON SALE, Ex late arrivals, and to arrive— (799, 47, 947, 65)
advertisement (796, 688, 946, 1383)
ad-text: At lowest market rates, the following goods— (639, 65, 756, 73)
ad-text: TUESDAY AND WEDNESDAY, (42, 656, 128, 664)
ad-text: Plans and specifications may be seen at Mr. Fairbrother's store, Carterton; and Provincial Engineer's office here. (481, 823, 627, 838)
ad-text: Vases, statuettes, lustres, cruets, brushes Croquet and Indian bags, albums Playing cards, De la Rue and Goodall's Vienna goods of every description Pipes, pouches, and tobacco-boxes, fancy-ware Twine boxes, &c. Hand mirrors. Basketware, brooches, solitaires Matches, portier sets, fancy soaps Slates and pencils Tobaccos, cigars, cigarettes 15 boxes stationery Prints and engravings (953, 257, 1073, 350)
ad-heading: RACES! RACES!! RACES!!! (26, 54, 145, 64)
ad-text: Tenders addressed "The General Manager New Zealand Telegraph, Wellington," and endorsed "Tenders for Telegraph Arms," to be sent in not later than the 1st December next. (481, 444, 625, 473)
ad-text: BY (1024, 667, 1034, 675)
ad-text: Proprietor. (289, 577, 318, 585)
ad-text: COCKSFOOT and PERENNIAL RYE GRASS SEED, Canterbury Cheese, Hams, and Bacon. (644, 755, 786, 770)
ad-text: Contract No. 1 ... 140 Chains Contract No. 2 ... 120 Chains Contract No. 3 ... 120 Chains Contract No. 4 ... 100 Chains Contract No. 5 ... 120 Chains Contract No. 6 ... 120 Chains Contract No. 7 ... 120 Chains Contract No. 8 ... 100 Chains (324, 655, 408, 713)
ad-text: Provincial Secretary. (421, 740, 475, 748)
ad-text: Provincial Secretary's Office, Wellington, November 10th, 1874. (168, 1029, 318, 1044)
ad-signature: HENRY BUNNY, (429, 938, 475, 946)
ad-heading: FURNITURE, EARTHENWARE, ETC. (18, 163, 155, 181)
ad-text: Provincial Secretary. (421, 1055, 475, 1063)
ad-heading: BELVEDERE SAW AND FLOUR MILLS. (176, 129, 312, 147)
ad-text: The lowest or any tender not necessarily accepted. (481, 603, 609, 611)
ad-text: A quantity of old stores, &c., without reserve. (10, 621, 126, 629)
ad-heading: THE "BANTING." (181, 440, 304, 451)
ad-text: Drawing and dining-room suites—walnut and mahogany—in blue, green, and striped rep, green velvet, and grain leather Walnut chiffoniers, with plate-glass backs and doors and marble tops Mahogany side-boards, with or without plate-glass backs. Walnut Davenports and what-nots. Tables—Walnut and mahogany loo, occasional, dining, leather top, card, work, chess, and coffee. Chairs—Ladies' and gents' birch folding, rocking, bent, and upholstered; cane, Austrian; "Croquet" and garden chairs. Carved drawing-room flower stands. Toilet-tables and washstands on suites, in mahogany, marble-top, &c. Piano in walnut, music-stools Hat-stands, towel-horses Pier-glasses, toilet-glasses—various Writing-desks, work-boxes, musical-boxes Timepieces and clocks, in marble and wood Horse-hair and flock. (953, 97, 1104, 240)
ad-signature: J. DRANSFIELD. (743, 769, 790, 777)
ad-text: Greytown, 1st May, 1874. (953, 629, 1020, 637)
advertisement (10, 328, 160, 640)
ad-text: Patterns can be seen, and further particulars obtained at the Telegraph Office, Wellington. (481, 430, 632, 445)
ad-heading: 1875. (1010, 785, 1048, 796)
ad-heading: QUARTER OF A CENTURY, (184, 247, 301, 257)
ad-text: TENDERS will be received at the above office up to NOON of SATURDAY, the 19th day of DECEMBER, for FALLING and CLEARING about Fourteen Chains on the Pahue Kuemo Block, near Marton. (167, 1043, 316, 1072)
advertisement (167, 588, 317, 644)
ad-text: TO ARRIVE— (851, 1245, 892, 1253)
ad-text: Further particulars can be obtained on application at the Survey Office. (324, 111, 467, 126)
ad-text: Terms of payment—Ten per cent. in cash on the fall of the hammer, and the balance in cash within one month from the day of sale. (10, 919, 159, 941)
ad-text: is laid off within about fifteen chains of the Mills, and it is anticipated that a Station will be placed in close proximity. At present there is a good metalled road up to the Mills. The Freehold consists of 1500 Acres of splendid Totara bush, with a fair sprinkling of pine; it is allowed by competent judges to be (167, 180, 317, 223)
ad-text: The block, which will be offered for sale IN ONE LOT, is, by the plan, divided into sections, numbered from one to fifteen inclusive, each section having one or more frontages to public streets, varying in width from 60 to 100 feet, which streets will be formed and metalled, and the footpaths kerbed, at the expense of the Provincial Government. (481, 182, 633, 232)
ad-text: Crown Lands Office, Wellington, 29th October. (324, 566, 445, 574)
ad-text: Catalogues are in preparation, to which attention is requested. (10, 302, 140, 317)
newspaper-title: NEW ZEALAND TIMES, FRIDAY, NOVEMBER 27, 1874. (285, 5, 829, 22)
ad-heading: LYON AND BLAIR'S MONTHLY BOOK CIRCULAR. (961, 852, 1100, 870)
advertisement (954, 781, 1104, 850)
ad-text: Proprietor. (289, 459, 318, 467)
ad-text: Also, Invoices of— (1004, 424, 1054, 432)
ad-text: Diamond kerosene Assorted American chairs Black awn twist tobacco Galvanised iron Iron bedsteads Garden rollers and lawn mowers Ryland's fencing wire Brabazon's shovels Tennent's ale, Guinness' stout Lorne, Dunville and Cameron's whiskies Lemon Hart's rum, and Lowndes' rum Carrara, corrugated Paperhangings, bolted and cut vile Black and white pepper, crushed sugar White's cement, wine corks German and Swiss cigars 2 pianofortes, by Jonsten Brown &c. &c. &c. (639, 984, 742, 1113)
ad-text: Provincial Secretary's Office, Wellington, November 13, 1874. (485, 656, 630, 671)
advertisement (167, 1002, 317, 1118)
ad-heading: 53 CASES LONDON-MADE FURNITURE, (971, 71, 1089, 90)
section-heading: Bakers (167, 404, 317, 415)
ad-signature: LYON & BLAIR. (1058, 1205, 1104, 1213)
advertisement (10, 45, 160, 154)
ad-text: For the benefit of whom it may concern, and in payment of freight, wharfage, storage, and other expenses. (10, 600, 161, 615)
ad-signature: W. WARING TAYLOR. (728, 686, 790, 694)
ad-text: Plans and specifications may be seen at Wairarapa Institute, Greytown, and Provincial Engineer's Office here. (324, 917, 477, 932)
ad-heading: 500,000 ACRES OF CROWN LANDS OPEN FOR SALE or APPLICATION. (324, 407, 478, 434)
ad-text: Sale at 2 o'clock. (221, 79, 264, 87)
ad-heading: GALVANISED IRON. (644, 857, 784, 868)
ad-heading: TENNENT'S ALE, QUARTS AND PINTS. (645, 902, 786, 920)
ad-text: Comprising— (953, 360, 990, 368)
